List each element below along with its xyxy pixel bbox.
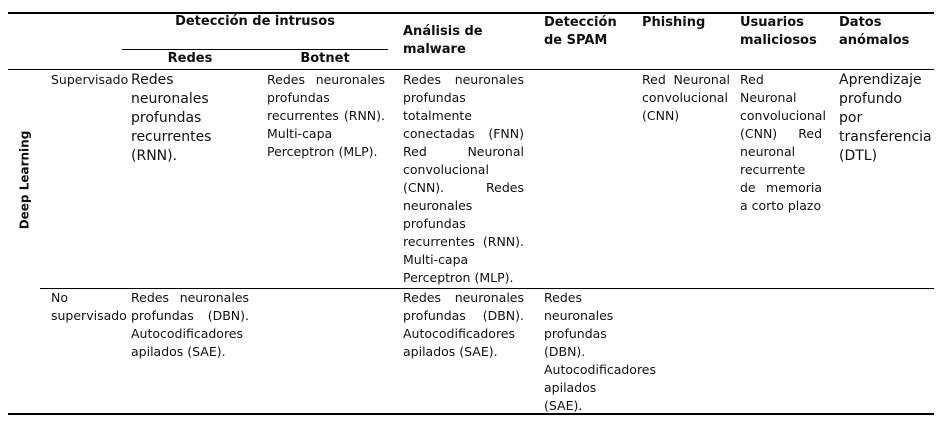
- header-rule: [8, 69, 934, 70]
- row-label-supervised: Supervisado: [51, 72, 129, 87]
- cell-supervised-botnet: Redes neuronales profundas recurrentes (RNN). Multi-capa Perceptron (MLP).: [267, 72, 385, 159]
- header-anomalous: Datos anómalos: [839, 15, 910, 48]
- header-spam: Detección de SPAM: [544, 15, 617, 48]
- header-users: Usuarios maliciosos: [740, 15, 817, 48]
- header-intrusion: Detección de intrusos: [175, 14, 335, 29]
- cell-supervised-redes: Redes neuronales profundas recurrentes (RNN).: [131, 72, 212, 164]
- cell-unsupervised-spam: Redes neuronales profundas (DBN). Autocodificadores apilados (SAE).: [544, 290, 657, 413]
- cell-supervised-users: Red Neuronal convolucional (CNN) Red neuronal recurrente de memoria a corto plazo: [740, 72, 826, 213]
- cell-unsupervised-redes: Redes neuronales profundas (DBN). Autocodificadores apilados (SAE).: [131, 290, 249, 359]
- cell-unsupervised-malware: Redes neuronales profundas (DBN). Autocodificadores apilados (SAE).: [403, 290, 524, 359]
- header-phishing: Phishing: [642, 15, 706, 30]
- group-label: [14, 130, 34, 230]
- cell-supervised-phishing: Red Neuronal convolucional (CNN): [642, 72, 730, 123]
- group-label-text: Deep Learning: [17, 130, 32, 230]
- bottom-rule: [8, 413, 934, 415]
- cell-supervised-malware: Redes neuronales profundas totalmente conectadas (FNN) Red Neuronal convolucional (CNN). Redes neuronales profundas recurrentes (RNN). Multi-capa Perceptron (MLP).: [403, 72, 524, 285]
- header-botnet: Botnet: [300, 51, 350, 66]
- row-label-unsupervised: No supervisado: [51, 290, 127, 323]
- header-malware: Análisis de malware: [403, 24, 483, 57]
- header-redes: Redes: [167, 51, 213, 66]
- cell-supervised-anomalous: Aprendizaje profundo por transferencia (DTL): [839, 72, 932, 164]
